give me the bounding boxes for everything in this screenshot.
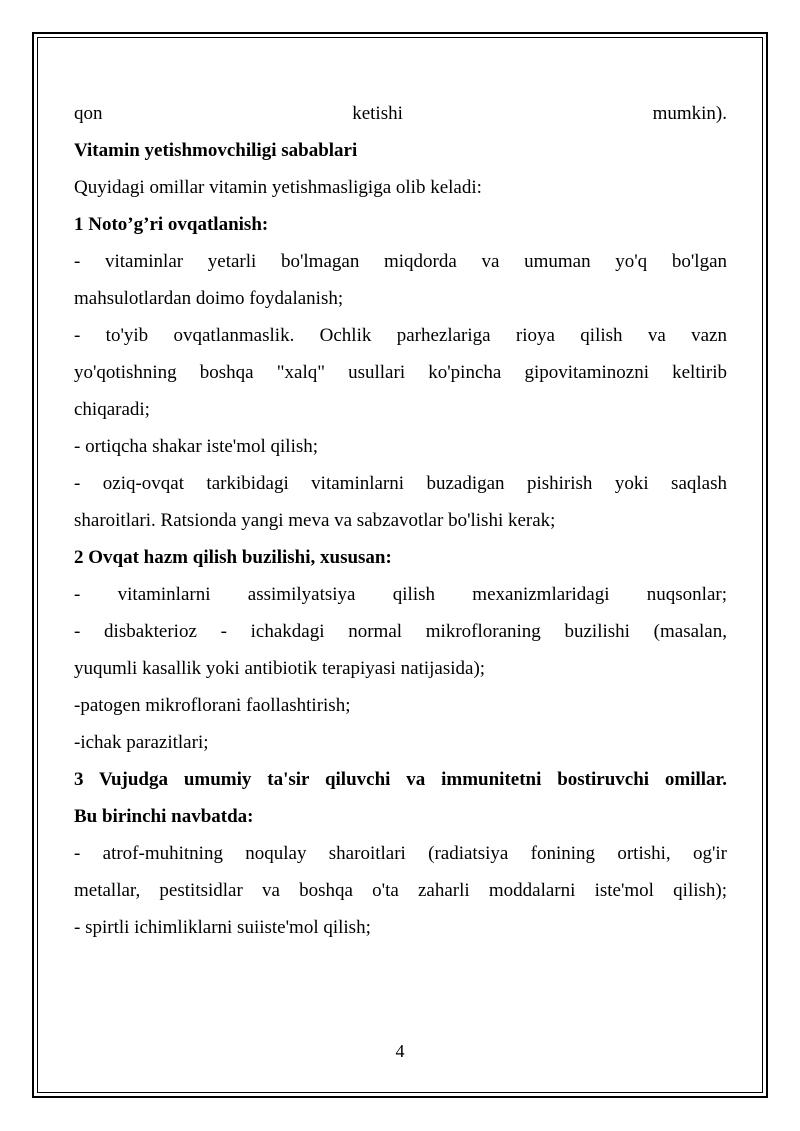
text-line: - ortiqcha shakar iste'mol qilish; (74, 436, 319, 457)
document-body (74, 95, 727, 946)
text-line: - oziq-ovqat tarkibidagi vitaminlarni buzadigan pishirish yoki saqlash (74, 473, 727, 494)
heading-line: 3 Vujudga umumiy ta'sir qiluvchi va immunitetni bostiruvchi omillar. (74, 769, 727, 790)
text-line: - to'yib ovqatlanmaslik. Ochlik parhezlariga rioya qilish va vazn (74, 325, 727, 346)
text-line: mahsulotlardan doimo foydalanish; (74, 288, 344, 309)
text-line: - vitaminlar yetarli bo'lmagan miqdorda va umuman yo'q bo'lgan (74, 251, 727, 272)
text-line: chiqaradi; (74, 399, 150, 420)
text-line: - disbakterioz - ichakdagi normal mikrofloraning buzilishi (masalan, (74, 621, 727, 642)
text-line: yo'qotishning boshqa "xalq" usullari ko'pincha gipovitaminozni keltirib (74, 362, 727, 383)
text-line: - spirtli ichimliklarni suiiste'mol qilish; (74, 917, 371, 938)
text-line: -ichak parazitlari; (74, 732, 209, 753)
text-line: yuqumli kasallik yoki antibiotik terapiyasi natijasida); (74, 658, 486, 679)
text-line: Quyidagi omillar vitamin yetishmasligiga olib keladi: (74, 177, 482, 198)
heading-line: Vitamin yetishmovchiligi sabablari (74, 140, 358, 161)
text-line: qon ketishi mumkin). (74, 103, 727, 124)
text-line: sharoitlari. Ratsionda yangi meva va sabzavotlar bo'lishi kerak; (74, 510, 556, 531)
heading-line: 1 Noto’g’ri ovqatlanish: (74, 214, 269, 235)
text-line: -patogen mikroflorani faollashtirish; (74, 695, 351, 716)
text-line: - vitaminlarni assimilyatsiya qilish mexanizmlaridagi nuqsonlar; (74, 584, 727, 605)
text-line: - atrof-muhitning noqulay sharoitlari (radiatsiya fonining ortishi, og'ir (74, 843, 727, 864)
text-line: metallar, pestitsidlar va boshqa o'ta zaharli moddalarni iste'mol qilish); (74, 880, 727, 901)
heading-line: Bu birinchi navbatda: (74, 806, 254, 827)
heading-line: 2 Ovqat hazm qilish buzilishi, xususan: (74, 547, 392, 568)
page-number: 4 (395, 1041, 405, 1061)
